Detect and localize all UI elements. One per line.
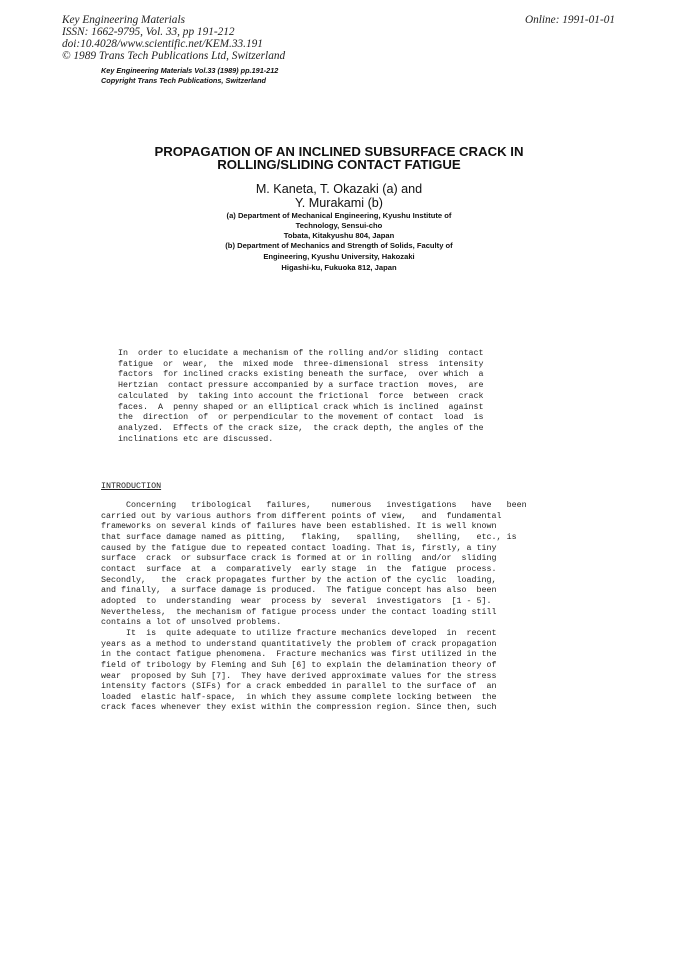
authors-line-1: M. Kaneta, T. Okazaki (a) and (255, 182, 423, 196)
issn-line: ISSN: 1662-9795, Vol. 33, pp 191-212 (62, 26, 235, 38)
authors-line-2: Y. Murakami (b) (295, 196, 383, 210)
copyright-line: © 1989 Trans Tech Publications Ltd, Switzerland (62, 50, 286, 62)
online-date: Online: 1991-01-01 (524, 14, 615, 26)
title-line-2: ROLLING/SLIDING CONTACT FATIGUE (217, 157, 461, 172)
affiliation-b-line-3: Higashi-ku, Fukuoka 812, Japan (281, 263, 397, 272)
title-line-1: PROPAGATION OF AN INCLINED SUBSURFACE CRACK IN (154, 144, 524, 159)
introduction-heading: INTRODUCTION (101, 481, 162, 491)
abstract-text: In order to elucidate a mechanism of the rolling and/or sliding contact fatigue or wear, the mixed mode three-dimensional stress intensity factors for inclined cracks existing beneath the surface, over which a Hertzian contact pressure accompanied by a surface traction moves, are calculated by taking into account the frictional force between crack faces. A penny shaped or an elliptical crack which is inclined against the direction of or perpendicular to the movement of contact load is analyzed. Effects of the crack size, the crack depth, the angles of the inclinations etc are discussed. (118, 348, 484, 444)
journal-name: Key Engineering Materials (62, 14, 185, 26)
affiliation-b-line-2: Engineering, Kyushu University, Hakozaki (263, 252, 415, 261)
affiliation-b-line-1: (b) Department of Mechanics and Strength of Solids, Faculty of (225, 241, 453, 250)
introduction-body: Concerning tribological failures, numerous investigations have been carried out by various authors from different points of view, and fundamental frameworks on several kinds of failures have been established. It is well known that surface damage named as pitting, flaking, spalling, shelling, etc., is caused by the fatigue due to repeated contact loading. That is, firstly, a tiny surface crack or subsurface crack is formed at or in rolling and/or sliding contact surface at a comparatively early stage in the fatigue process. Secondly, the crack propagates further by the action of the cyclic loading, and finally, a surface damage is produced. The fatigue concept has also been adopted to understanding wear process by several investigators [1 - 5]. Nevertheless, the mechanism of fatigue process under the contact loading still contains a lot of unsolved problems. It is quite adequate to utilize fracture mechanics developed in recent years as a method to understand quantitatively the problem of crack propagation in the contact fatigue phenomena. Fracture mechanics was first utilized in the field of tribology by Fleming and Suh [6] to explain the delamination theory of wear proposed by Suh [7]. They have derived approximate values for the stress intensity factors (SIFs) for a crack embedded in parallel to the surface of an loaded elastic half-space, in which they assume complete locking between the crack faces whenever they exist within the compression region. Since then, such (101, 500, 527, 713)
affiliation-a-line-1: (a) Department of Mechanical Engineering, Kyushu Institute of (226, 211, 452, 220)
print-stamp-copyright: Copyright Trans Tech Publications, Switzerland (101, 76, 267, 85)
affiliation-a-line-3: Tobata, Kitakyushu 804, Japan (283, 231, 395, 240)
doi-line: doi:10.4028/www.scientific.net/KEM.33.191 (62, 38, 263, 50)
affiliation-a-line-2: Technology, Sensui-cho (295, 221, 383, 230)
print-stamp-volume: Key Engineering Materials Vol.33 (1989) pp.191-212 (101, 66, 279, 75)
